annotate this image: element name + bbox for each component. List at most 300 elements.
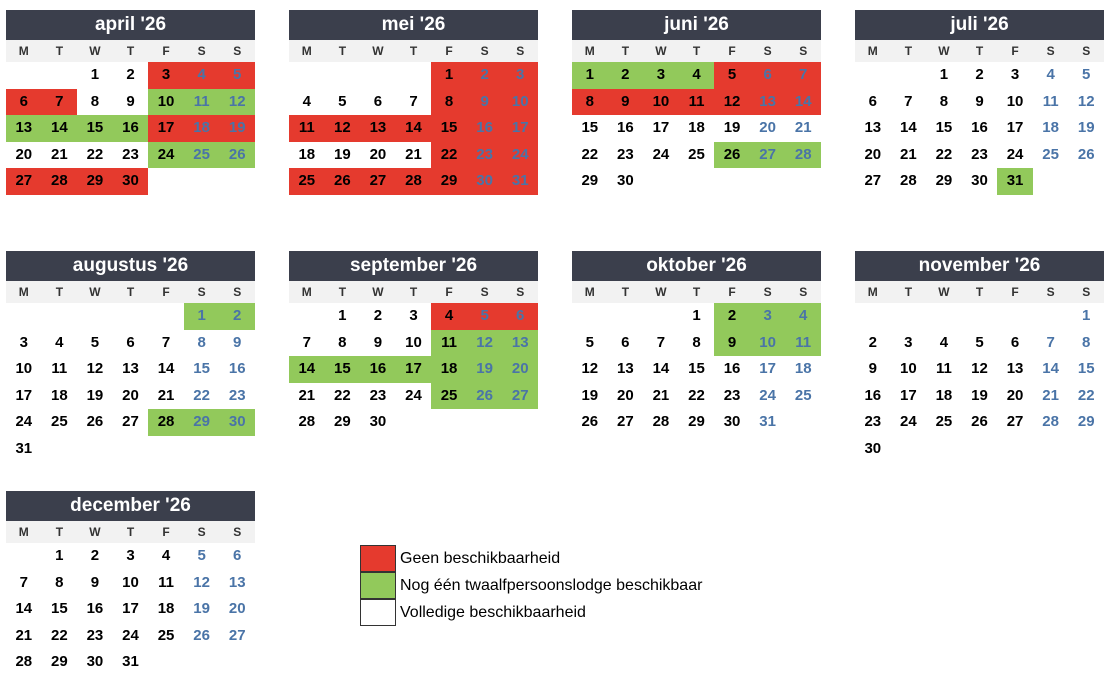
day-cell: 29 bbox=[581, 172, 599, 189]
weekday-label: W bbox=[655, 44, 667, 58]
day-cell: 11 bbox=[158, 573, 174, 591]
day-cell: 29 bbox=[184, 409, 220, 436]
day-cell: 13 bbox=[228, 573, 246, 591]
day-cell: 30 bbox=[113, 168, 149, 195]
day-cell: 17 bbox=[900, 386, 917, 404]
day-cell: 24 bbox=[502, 142, 538, 169]
day-cell: 21 bbox=[900, 145, 917, 163]
weekday-label: W bbox=[938, 285, 950, 299]
day-cell: 10 bbox=[900, 360, 917, 377]
day-cell: 1 bbox=[184, 303, 220, 330]
month-title: oktober '26 bbox=[572, 251, 821, 281]
month-title: augustus '26 bbox=[6, 251, 255, 281]
day-cell: 23 bbox=[369, 386, 387, 404]
day-cell: 26 bbox=[193, 626, 210, 644]
day-cell: 21 bbox=[652, 386, 670, 404]
day-cell: 13 bbox=[6, 115, 42, 142]
day-cell: 8 bbox=[338, 333, 347, 351]
day-cell: 20 bbox=[759, 119, 776, 136]
day-cell: 9 bbox=[714, 330, 750, 357]
day-cell: 22 bbox=[334, 386, 351, 404]
day-cell: 6 bbox=[1010, 333, 1020, 351]
day-cell: 17 bbox=[759, 360, 776, 377]
weekday-label: S bbox=[1046, 44, 1055, 58]
day-cell: 14 bbox=[652, 360, 670, 377]
day-cell: 31 bbox=[997, 168, 1033, 195]
day-cell: 28 bbox=[15, 653, 33, 670]
day-cell: 10 bbox=[750, 330, 786, 357]
day-cell: 8 bbox=[572, 89, 608, 116]
day-cell: 2 bbox=[126, 66, 135, 83]
month-calendar bbox=[6, 10, 255, 195]
day-cell: 9 bbox=[90, 573, 100, 591]
day-cell: 15 bbox=[325, 356, 361, 383]
weekday-label: M bbox=[18, 44, 29, 58]
empty-cell bbox=[891, 303, 927, 330]
day-cell: 9 bbox=[373, 333, 383, 351]
day-cell: 13 bbox=[360, 115, 396, 142]
day-cell: 27 bbox=[750, 142, 786, 169]
day-cell: 24 bbox=[405, 386, 422, 404]
day-cell: 7 bbox=[409, 92, 418, 110]
day-grid bbox=[6, 62, 255, 195]
day-cell: 9 bbox=[975, 92, 984, 110]
day-grid bbox=[6, 303, 255, 462]
day-cell: 23 bbox=[467, 142, 503, 169]
day-cell: 5 bbox=[714, 62, 750, 89]
month-calendar bbox=[572, 251, 821, 436]
day-cell: 15 bbox=[1077, 360, 1095, 377]
day-cell: 21 bbox=[51, 145, 68, 163]
day-cell: 2 bbox=[219, 303, 255, 330]
day-cell: 4 bbox=[161, 547, 171, 564]
day-cell: 29 bbox=[688, 413, 705, 430]
weekday-label: S bbox=[197, 285, 206, 299]
day-cell: 30 bbox=[864, 439, 882, 457]
day-cell: 28 bbox=[900, 172, 917, 189]
weekday-label: T bbox=[621, 285, 630, 299]
day-cell: 21 bbox=[157, 386, 175, 404]
day-cell: 21 bbox=[15, 626, 33, 644]
day-cell: 30 bbox=[723, 413, 741, 430]
day-cell: 14 bbox=[15, 600, 33, 617]
weekday-label: T bbox=[621, 44, 630, 58]
day-grid bbox=[572, 303, 821, 436]
empty-cell bbox=[6, 303, 42, 330]
day-cell: 1 bbox=[939, 66, 949, 83]
day-cell: 12 bbox=[193, 573, 210, 591]
day-cell: 9 bbox=[608, 89, 644, 116]
day-cell: 28 bbox=[652, 413, 670, 430]
day-cell: 7 bbox=[1046, 333, 1055, 351]
day-cell: 28 bbox=[1042, 413, 1059, 430]
day-cell: 4 bbox=[302, 92, 311, 110]
day-cell: 11 bbox=[289, 115, 325, 142]
day-cell: 18 bbox=[184, 115, 220, 142]
weekday-label: W bbox=[89, 285, 101, 299]
weekday-label: T bbox=[126, 525, 135, 539]
month-calendar bbox=[855, 251, 1104, 462]
day-cell: 1 bbox=[1082, 307, 1091, 324]
day-cell: 9 bbox=[233, 333, 242, 351]
day-cell: 3 bbox=[643, 62, 679, 89]
day-cell: 1 bbox=[55, 547, 64, 564]
day-cell: 12 bbox=[714, 89, 750, 116]
weekday-label: W bbox=[938, 44, 950, 58]
empty-cell bbox=[855, 62, 891, 89]
day-cell: 10 bbox=[643, 89, 679, 116]
weekday-label: T bbox=[692, 44, 701, 58]
weekday-label: W bbox=[655, 285, 667, 299]
day-cell: 3 bbox=[904, 333, 913, 351]
day-cell: 8 bbox=[431, 89, 467, 116]
month-title: april '26 bbox=[6, 10, 255, 40]
day-cell: 18 bbox=[51, 386, 68, 404]
day-cell: 4 bbox=[939, 333, 949, 351]
weekday-label: T bbox=[55, 525, 64, 539]
weekday-label: F bbox=[1011, 44, 1019, 58]
day-cell: 5 bbox=[197, 547, 206, 564]
day-cell: 22 bbox=[935, 145, 953, 163]
weekday-label: S bbox=[763, 44, 772, 58]
day-cell: 4 bbox=[1046, 66, 1055, 83]
day-cell: 27 bbox=[6, 168, 42, 195]
day-cell: 26 bbox=[581, 413, 599, 430]
weekday-label: S bbox=[480, 44, 489, 58]
day-cell: 17 bbox=[502, 115, 538, 142]
day-cell: 14 bbox=[396, 115, 432, 142]
day-cell: 2 bbox=[90, 547, 100, 564]
weekday-label: F bbox=[1011, 285, 1019, 299]
weekday-header bbox=[855, 40, 1104, 62]
empty-cell bbox=[113, 303, 149, 330]
day-cell: 25 bbox=[184, 142, 220, 169]
weekday-label: T bbox=[904, 44, 913, 58]
weekday-label: F bbox=[445, 285, 453, 299]
day-cell: 28 bbox=[298, 413, 316, 430]
day-cell: 27 bbox=[360, 168, 396, 195]
day-cell: 5 bbox=[585, 333, 594, 351]
day-cell: 22 bbox=[688, 386, 705, 404]
day-cell: 20 bbox=[122, 386, 139, 404]
day-cell: 5 bbox=[975, 333, 984, 351]
day-cell: 20 bbox=[617, 386, 634, 404]
weekday-label: S bbox=[516, 44, 525, 58]
legend-swatch-green bbox=[360, 572, 396, 599]
day-cell: 1 bbox=[338, 307, 347, 324]
day-cell: 28 bbox=[785, 142, 821, 169]
weekday-label: T bbox=[975, 285, 984, 299]
day-cell: 1 bbox=[431, 62, 467, 89]
empty-cell bbox=[396, 62, 432, 89]
month-title: juli '26 bbox=[855, 10, 1104, 40]
day-cell: 19 bbox=[219, 115, 255, 142]
day-cell: 6 bbox=[750, 62, 786, 89]
day-cell: 26 bbox=[714, 142, 750, 169]
weekday-header bbox=[855, 281, 1104, 303]
legend-label: Nog één twaalfpersoonslodge beschikbaar bbox=[400, 576, 703, 594]
legend-swatch-white bbox=[360, 599, 396, 626]
weekday-label: S bbox=[1046, 285, 1055, 299]
legend-label: Geen beschikbaarheid bbox=[400, 549, 561, 567]
day-cell: 15 bbox=[581, 119, 599, 136]
day-cell: 6 bbox=[373, 92, 383, 110]
weekday-label: T bbox=[338, 44, 347, 58]
day-cell: 24 bbox=[15, 413, 33, 430]
day-cell: 6 bbox=[502, 303, 538, 330]
weekday-label: M bbox=[301, 44, 312, 58]
weekday-label: S bbox=[1082, 285, 1091, 299]
weekday-label: W bbox=[372, 285, 384, 299]
day-cell: 23 bbox=[971, 145, 988, 163]
day-cell: 15 bbox=[193, 360, 210, 377]
day-cell: 4 bbox=[679, 62, 715, 89]
weekday-label: F bbox=[728, 44, 736, 58]
day-cell: 17 bbox=[652, 119, 670, 136]
day-cell: 27 bbox=[228, 626, 246, 644]
weekday-label: T bbox=[409, 285, 418, 299]
empty-cell bbox=[962, 303, 998, 330]
day-cell: 11 bbox=[679, 89, 715, 116]
weekday-label: T bbox=[975, 44, 984, 58]
day-cell: 11 bbox=[1042, 92, 1059, 110]
empty-cell bbox=[608, 303, 644, 330]
weekday-label: W bbox=[89, 44, 101, 58]
month-calendar bbox=[289, 10, 538, 195]
day-cell: 13 bbox=[1006, 360, 1024, 377]
day-cell: 17 bbox=[122, 600, 139, 617]
day-cell: 24 bbox=[900, 413, 917, 430]
day-cell: 23 bbox=[228, 386, 246, 404]
day-cell: 27 bbox=[617, 413, 634, 430]
weekday-header bbox=[6, 521, 255, 543]
day-cell: 31 bbox=[122, 653, 139, 670]
empty-cell bbox=[572, 303, 608, 330]
weekday-header bbox=[6, 40, 255, 62]
day-cell: 6 bbox=[126, 333, 135, 351]
day-cell: 19 bbox=[334, 145, 351, 163]
day-cell: 5 bbox=[338, 92, 347, 110]
empty-cell bbox=[42, 62, 78, 89]
day-cell: 24 bbox=[652, 145, 670, 163]
day-cell: 22 bbox=[193, 386, 210, 404]
month-title: december '26 bbox=[6, 491, 255, 521]
day-cell: 5 bbox=[90, 333, 100, 351]
day-cell: 22 bbox=[51, 626, 68, 644]
day-cell: 29 bbox=[1077, 413, 1095, 430]
day-cell: 7 bbox=[19, 573, 28, 591]
day-cell: 10 bbox=[122, 573, 139, 591]
day-cell: 17 bbox=[396, 356, 432, 383]
day-cell: 20 bbox=[369, 145, 387, 163]
weekday-header bbox=[572, 281, 821, 303]
day-cell: 6 bbox=[868, 92, 877, 110]
month-title: september '26 bbox=[289, 251, 538, 281]
day-cell: 29 bbox=[334, 413, 351, 430]
day-cell: 16 bbox=[971, 119, 988, 136]
month-calendar bbox=[572, 10, 821, 195]
day-cell: 2 bbox=[373, 307, 383, 324]
day-cell: 27 bbox=[864, 172, 882, 189]
empty-cell bbox=[1033, 303, 1069, 330]
day-cell: 23 bbox=[617, 145, 634, 163]
day-cell: 17 bbox=[1006, 119, 1024, 136]
day-cell: 8 bbox=[197, 333, 206, 351]
weekday-label: W bbox=[372, 44, 384, 58]
legend-item-one-lodge bbox=[360, 572, 702, 599]
weekday-label: T bbox=[904, 285, 913, 299]
day-cell: 27 bbox=[122, 413, 139, 430]
legend-item-available bbox=[360, 599, 702, 626]
empty-cell bbox=[6, 62, 42, 89]
weekday-header bbox=[289, 40, 538, 62]
day-cell: 20 bbox=[15, 145, 33, 163]
day-grid bbox=[6, 543, 255, 676]
day-cell: 22 bbox=[86, 145, 104, 163]
day-cell: 22 bbox=[431, 142, 467, 169]
day-cell: 4 bbox=[431, 303, 467, 330]
day-cell: 28 bbox=[148, 409, 184, 436]
day-cell: 29 bbox=[431, 168, 467, 195]
day-cell: 31 bbox=[15, 439, 33, 457]
day-cell: 1 bbox=[692, 307, 701, 324]
day-cell: 13 bbox=[864, 119, 882, 136]
day-cell: 21 bbox=[405, 145, 422, 163]
day-cell: 18 bbox=[794, 360, 812, 377]
empty-cell bbox=[855, 303, 891, 330]
day-cell: 23 bbox=[122, 145, 139, 163]
day-cell: 25 bbox=[935, 413, 953, 430]
day-cell: 18 bbox=[157, 600, 175, 617]
day-cell: 25 bbox=[157, 626, 175, 644]
weekday-label: F bbox=[162, 285, 170, 299]
day-cell: 3 bbox=[126, 547, 135, 564]
day-cell: 14 bbox=[42, 115, 78, 142]
day-grid bbox=[855, 303, 1104, 462]
day-cell: 13 bbox=[750, 89, 786, 116]
day-cell: 10 bbox=[502, 89, 538, 116]
day-cell: 16 bbox=[86, 600, 104, 617]
day-cell: 6 bbox=[233, 547, 242, 564]
day-cell: 17 bbox=[148, 115, 184, 142]
day-cell: 25 bbox=[688, 145, 705, 163]
weekday-label: W bbox=[89, 525, 101, 539]
day-cell: 28 bbox=[42, 168, 78, 195]
weekday-label: S bbox=[763, 285, 772, 299]
day-cell: 19 bbox=[723, 119, 741, 136]
day-cell: 1 bbox=[572, 62, 608, 89]
day-grid bbox=[289, 303, 538, 436]
day-cell: 25 bbox=[1042, 145, 1059, 163]
weekday-header bbox=[6, 281, 255, 303]
day-cell: 21 bbox=[794, 119, 812, 136]
day-cell: 15 bbox=[51, 600, 68, 617]
empty-cell bbox=[77, 303, 113, 330]
day-cell: 21 bbox=[1042, 386, 1059, 404]
weekday-label: T bbox=[126, 285, 135, 299]
day-cell: 19 bbox=[86, 386, 104, 404]
day-cell: 20 bbox=[502, 356, 538, 383]
day-cell: 7 bbox=[904, 92, 913, 110]
legend bbox=[360, 545, 702, 626]
day-cell: 28 bbox=[396, 168, 432, 195]
day-cell: 7 bbox=[656, 333, 666, 351]
day-cell: 14 bbox=[900, 119, 917, 136]
day-cell: 29 bbox=[935, 172, 953, 189]
day-cell: 30 bbox=[467, 168, 503, 195]
day-cell: 16 bbox=[864, 386, 882, 404]
day-cell: 12 bbox=[219, 89, 255, 116]
weekday-label: T bbox=[692, 285, 701, 299]
weekday-label: S bbox=[233, 525, 242, 539]
day-cell: 22 bbox=[1077, 386, 1095, 404]
day-cell: 12 bbox=[86, 360, 104, 377]
day-cell: 14 bbox=[785, 89, 821, 116]
day-cell: 24 bbox=[122, 626, 139, 644]
day-cell: 15 bbox=[935, 119, 953, 136]
day-cell: 25 bbox=[51, 413, 68, 430]
weekday-label: S bbox=[197, 525, 206, 539]
day-cell: 16 bbox=[617, 119, 634, 136]
day-cell: 3 bbox=[1010, 66, 1020, 83]
weekday-label: S bbox=[233, 44, 242, 58]
day-cell: 19 bbox=[467, 356, 503, 383]
day-cell: 19 bbox=[1077, 119, 1095, 136]
day-grid bbox=[572, 62, 821, 195]
day-cell: 19 bbox=[971, 386, 988, 404]
day-cell: 27 bbox=[502, 383, 538, 410]
day-cell: 26 bbox=[219, 142, 255, 169]
legend-item-unavailable bbox=[360, 545, 702, 572]
day-cell: 8 bbox=[692, 333, 701, 351]
day-cell: 26 bbox=[467, 383, 503, 410]
day-cell: 5 bbox=[1082, 66, 1091, 83]
day-cell: 10 bbox=[148, 89, 184, 116]
month-title: november '26 bbox=[855, 251, 1104, 281]
empty-cell bbox=[6, 543, 42, 570]
empty-cell bbox=[891, 62, 927, 89]
weekday-label: T bbox=[338, 285, 347, 299]
weekday-label: T bbox=[126, 44, 135, 58]
day-cell: 9 bbox=[868, 360, 877, 377]
day-cell: 18 bbox=[298, 145, 316, 163]
weekday-label: T bbox=[409, 44, 418, 58]
weekday-label: F bbox=[162, 525, 170, 539]
day-cell: 18 bbox=[1042, 119, 1059, 136]
day-cell: 9 bbox=[467, 89, 503, 116]
day-cell: 18 bbox=[431, 356, 467, 383]
day-cell: 3 bbox=[148, 62, 184, 89]
day-cell: 15 bbox=[431, 115, 467, 142]
day-cell: 2 bbox=[714, 303, 750, 330]
weekday-label: M bbox=[584, 44, 595, 58]
weekday-label: S bbox=[480, 285, 489, 299]
day-cell: 9 bbox=[126, 92, 135, 110]
month-calendar bbox=[289, 251, 538, 436]
day-cell: 18 bbox=[935, 386, 953, 404]
day-cell: 1 bbox=[90, 66, 100, 83]
day-cell: 30 bbox=[86, 653, 104, 670]
weekday-label: S bbox=[799, 285, 808, 299]
day-cell: 8 bbox=[90, 92, 100, 110]
day-cell: 20 bbox=[1006, 386, 1024, 404]
day-cell: 26 bbox=[1077, 145, 1095, 163]
day-cell: 23 bbox=[723, 386, 741, 404]
day-cell: 8 bbox=[55, 573, 64, 591]
weekday-label: M bbox=[18, 285, 29, 299]
day-cell: 19 bbox=[193, 600, 210, 617]
weekday-header bbox=[289, 281, 538, 303]
